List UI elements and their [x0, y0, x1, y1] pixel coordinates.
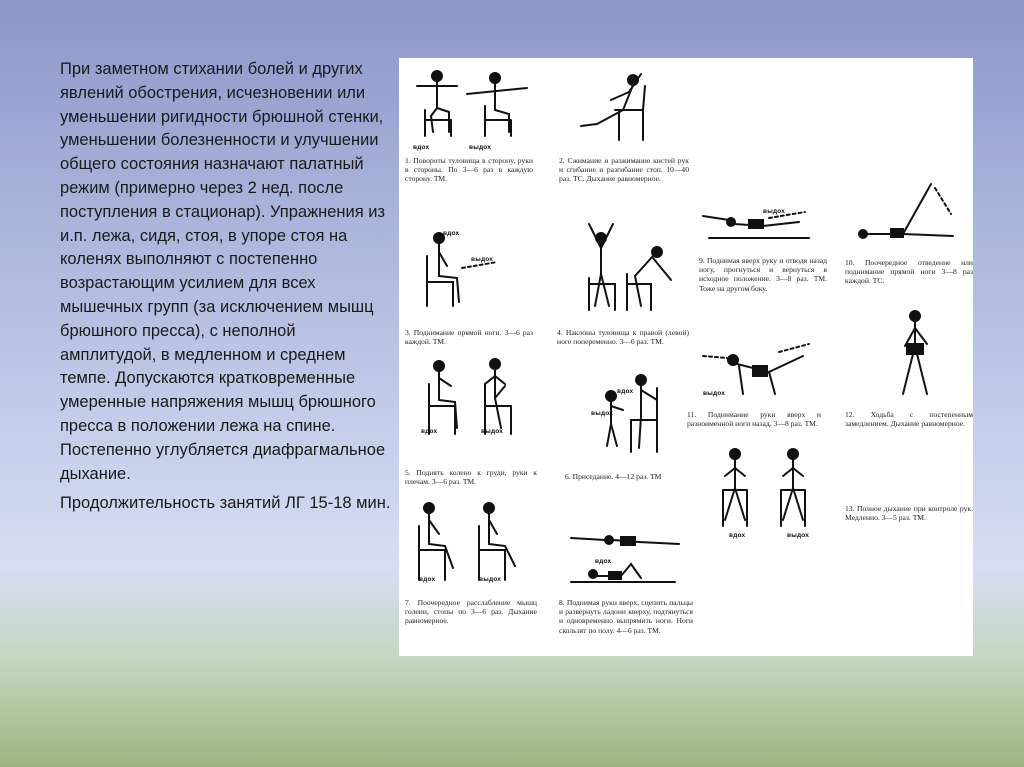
exercise-11-figure-icon	[699, 338, 819, 408]
exercise-3-exhale-label: выдох	[471, 256, 494, 263]
exercise-5-inhale-label: вдох	[421, 428, 438, 435]
exercise-2-figure-icon	[571, 66, 681, 146]
exercise-6-exhale-label: выдох	[591, 410, 614, 417]
exercise-8-inhale-label: вдох	[595, 558, 612, 565]
exercise-2-caption: 2. Сжимание и разжимание кистей рук и сгибание и разгибание стоп. 10—40 раз. ТС. Дыхание равномерное.	[559, 156, 689, 184]
slide-text	[60, 58, 395, 516]
exercise-12-caption: 12. Ходьба с постепенным замедлением. Дыхание равномерное.	[845, 410, 973, 429]
exercise-4-caption: 4. Наклоны туловища к правой (левой) ноге попеременно. 3—6 раз. ТМ.	[557, 328, 689, 347]
exercise-9-figure-icon	[699, 198, 819, 248]
exercise-7-caption: 7. Поочередное расслабление мышц голени, стопы по 3—6 раз. Дыхание равномерное.	[405, 598, 537, 626]
exercise-5-exhale-label: выдох	[481, 428, 504, 435]
exercise-10-caption: 10. Поочередное отведение или поднимание прямой ноги 3—8 раз каждой. ТС.	[845, 258, 973, 286]
exercise-13-inhale-label: вдох	[729, 532, 746, 539]
exercise-7-figure-icon	[409, 498, 529, 588]
exercise-6-inhale-label: вдох	[617, 388, 634, 395]
duration-paragraph: Продолжительность занятий ЛГ 15-18 мин.	[60, 494, 391, 513]
exercise-6-caption: 6. Приседание. 4—12 раз. ТМ	[565, 472, 662, 481]
main-paragraph: При заметном стихании болей и других явлений обострения, исчезновении или уменьшении ригидности брюшной стенки, уменьшении болезненности и улучшении общего состояния назначают палатный режим (примерно через 2 нед. после поступления в стационар). Упражнения из и.п. лежа, сидя, стоя, в упоре стоя на коленях выполняют с постепенно возрастающим усилием для всех мышечных групп (за исключением мышц брюшного пресса), с неполной амплитудой, в медленном и среднем темпе. Допускаются кратковременные умеренные напряжения мышц брюшного пресса в положении лежа на спине. Постепенно углубляется диафрагмальное дыхание.	[60, 60, 386, 483]
exercise-1-caption: 1. Повороты туловища в сторону, руки в стороны. По 3—6 раз в каждую сторону. ТМ.	[405, 156, 533, 184]
exercise-8-figure-icon	[565, 528, 685, 592]
exercise-9-caption: 9. Поднимая вверх руку и отводя назад ногу, прогнуться и вернуться в исходное положение. 3—8 раз. ТМ. Тоже на другом боку.	[699, 256, 827, 293]
exercise-11-exhale-label: выдох	[703, 390, 726, 397]
exercise-illustration-panel	[399, 58, 973, 656]
exercise-13-exhale-label: выдох	[787, 532, 810, 539]
exercise-4-figure-icon	[575, 218, 685, 314]
exercise-8-caption: 8. Поднимая руки вверх, сцепить пальцы и развернуть ладони кверху, подтянуться и одновременно выпрямить ноги. Ноги скользят по полу. 4—6 раз. ТМ.	[559, 598, 693, 635]
exercise-10-figure-icon	[853, 178, 969, 248]
exercise-3-figure-icon	[407, 226, 527, 312]
exercise-1-figure-icon	[407, 66, 542, 152]
exercise-11-caption: 11. Поднимание руки вверх и разноименной ноги назад. 3—8 раз. ТМ.	[687, 410, 821, 429]
exercise-3-caption: 3. Поднимание прямой ноги. 3—6 раз каждой. ТМ.	[405, 328, 533, 347]
exercise-7-exhale-label: выдох	[479, 576, 502, 583]
exercise-7-inhale-label: вдох	[419, 576, 436, 583]
exercise-13-figure-icon	[709, 446, 829, 536]
exercise-12-figure-icon	[887, 306, 947, 402]
exercise-9-exhale-label: выдох	[763, 208, 786, 215]
exercise-5-caption: 5. Поднять колено к груди, руки к плечам. 3—6 раз. ТМ.	[405, 468, 537, 487]
exercise-1-inhale-label: вдох	[413, 144, 430, 151]
exercise-13-caption: 13. Полное дыхание при контроле рук. Медленно. 3—5 раз. ТМ.	[845, 504, 973, 523]
exercise-3-inhale-label: вдох	[443, 230, 460, 237]
exercise-1-exhale-label: выдох	[469, 144, 492, 151]
